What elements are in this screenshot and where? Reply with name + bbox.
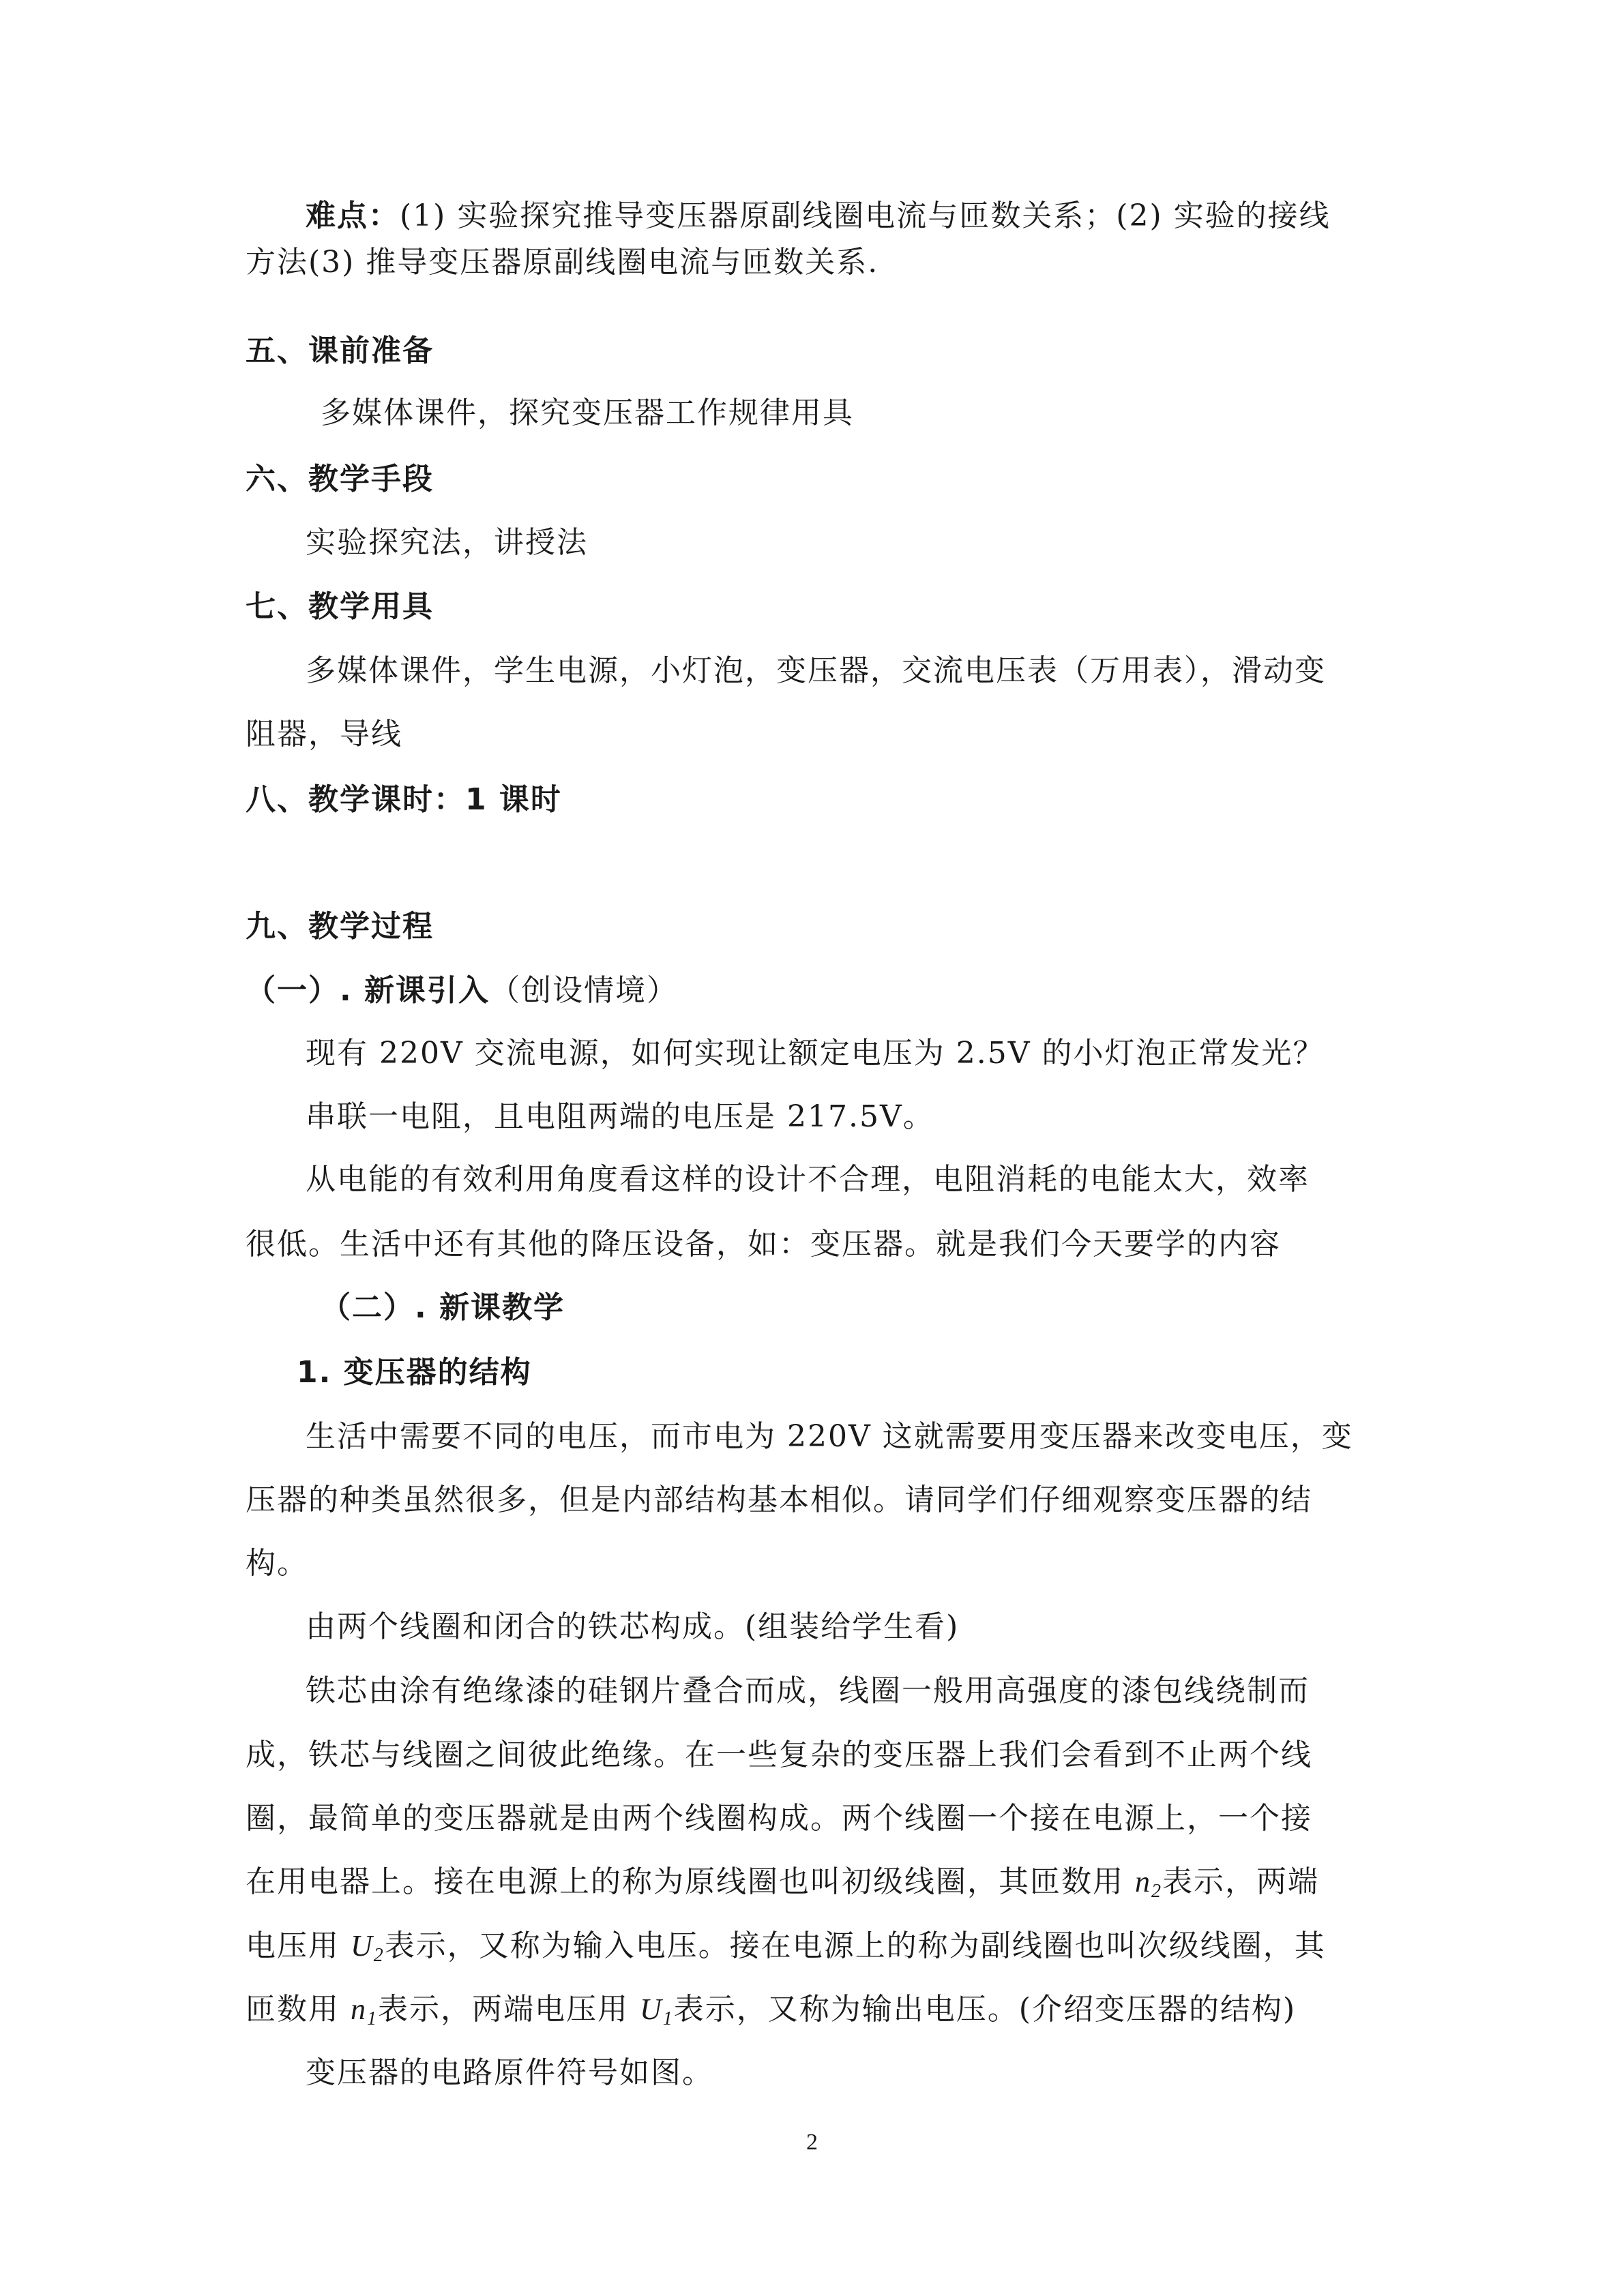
symbol-n1 — [351, 1993, 378, 2029]
section-9-title: 九、教学过程 — [246, 909, 434, 944]
section-7-title: 七、教学用具 — [246, 589, 434, 624]
structure-paragraph-4: 变压器的电路原件符号如图。 — [306, 2055, 713, 2090]
text-run: 表示，又称为输出电压。(介绍变压器的结构) — [673, 1992, 1297, 2027]
text-run: 匝数用 — [246, 1992, 351, 2027]
difficulty-line-2: 方法(3) 推导变压器原副线圈电流与匝数关系. — [246, 245, 879, 280]
symbol-letter: U — [640, 1993, 663, 2026]
section-8-title: 八、教学课时：1 课时 — [246, 782, 562, 817]
structure-paragraph-3f — [246, 1989, 1296, 2030]
structure-paragraph-3b: 成，铁芯与线圈之间彼此绝缘。在一些复杂的变压器上我们会看到不止两个线 — [246, 1738, 1312, 1772]
section-6-body: 实验探究法，讲授法 — [306, 525, 588, 560]
section-7-body-2: 阻器，导线 — [246, 717, 402, 751]
section-7-body-1: 多媒体课件，学生电源，小灯泡，变压器，交流电压表（万用表），滑动变 — [306, 653, 1326, 688]
structure-paragraph-3d — [246, 1862, 1319, 1903]
structure-paragraph-3a: 铁芯由涂有绝缘漆的硅钢片叠合而成，线圈一般用高强度的漆包线绕制而 — [306, 1673, 1310, 1708]
section-5-body: 多媒体课件，探究变压器工作规律用具 — [321, 396, 854, 430]
structure-paragraph-1c: 构。 — [246, 1546, 308, 1581]
difficulty-line-1 — [306, 196, 1331, 237]
intro-paragraph-3a: 从电能的有效利用角度看这样的设计不合理，电阻消耗的电能太大，效率 — [306, 1162, 1310, 1197]
symbol-u1 — [640, 1993, 674, 2029]
symbol-subscript: 2 — [373, 1945, 385, 1966]
teaching-heading: （二）. 新课教学 — [321, 1290, 565, 1325]
structure-paragraph-3e — [246, 1926, 1326, 1967]
intro-heading — [246, 970, 678, 1011]
intro-heading-rest: （创设情境） — [490, 973, 679, 1008]
teaching-subheading-1: 1. 变压器的结构 — [297, 1355, 532, 1390]
structure-paragraph-3c: 圈，最简单的变压器就是由两个线圈构成。两个线圈一个接在电源上，一个接 — [246, 1801, 1312, 1836]
symbol-n2 — [1134, 1865, 1162, 1902]
symbol-letter: U — [351, 1929, 374, 1963]
intro-paragraph-1: 现有 220V 交流电源，如何实现让额定电压为 2.5V 的小灯泡正常发光？ — [306, 1036, 1325, 1071]
structure-paragraph-1b: 压器的种类虽然很多，但是内部结构基本相似。请同学们仔细观察变压器的结 — [246, 1482, 1312, 1517]
symbol-u2 — [351, 1929, 385, 1966]
page-number: 2 — [806, 2130, 818, 2155]
section-6-title: 六、教学手段 — [246, 462, 434, 496]
text-run: 电压用 — [246, 1928, 351, 1963]
text-run: 在用电器上。接在电源上的称为原线圈也叫初级线圈，其匝数用 — [246, 1864, 1135, 1899]
symbol-letter: n — [351, 1993, 367, 2026]
symbol-letter: n — [1134, 1865, 1151, 1898]
intro-paragraph-3b: 很低。生活中还有其他的降压设备，如：变压器。就是我们今天要学的内容 — [246, 1227, 1281, 1262]
section-5-title: 五、课前准备 — [246, 333, 434, 368]
text-run: 表示，两端电压用 — [378, 1992, 640, 2027]
structure-paragraph-1a: 生活中需要不同的电压，而市电为 220V 这就需要用变压器来改变电压，变 — [306, 1419, 1353, 1454]
symbol-subscript: 2 — [1151, 1881, 1162, 1902]
text-run: 表示，两端 — [1162, 1864, 1319, 1899]
text-run: 表示，又称为输入电压。接在电源上的称为副线圈也叫次级线圈，其 — [384, 1928, 1326, 1963]
difficulty-text-1: (1) 实验探究推导变压器原副线圈电流与匝数关系；(2) 实验的接线 — [400, 198, 1331, 233]
symbol-subscript: 1 — [367, 2008, 378, 2029]
structure-paragraph-2: 由两个线圈和闭合的铁芯构成。(组装给学生看) — [306, 1609, 960, 1644]
symbol-subscript: 1 — [662, 2008, 674, 2029]
intro-paragraph-2: 串联一电阻，且电阻两端的电压是 217.5V。 — [306, 1099, 934, 1134]
intro-heading-bold: （一）. 新课引入 — [246, 973, 490, 1008]
difficulty-label: 难点： — [306, 198, 400, 233]
